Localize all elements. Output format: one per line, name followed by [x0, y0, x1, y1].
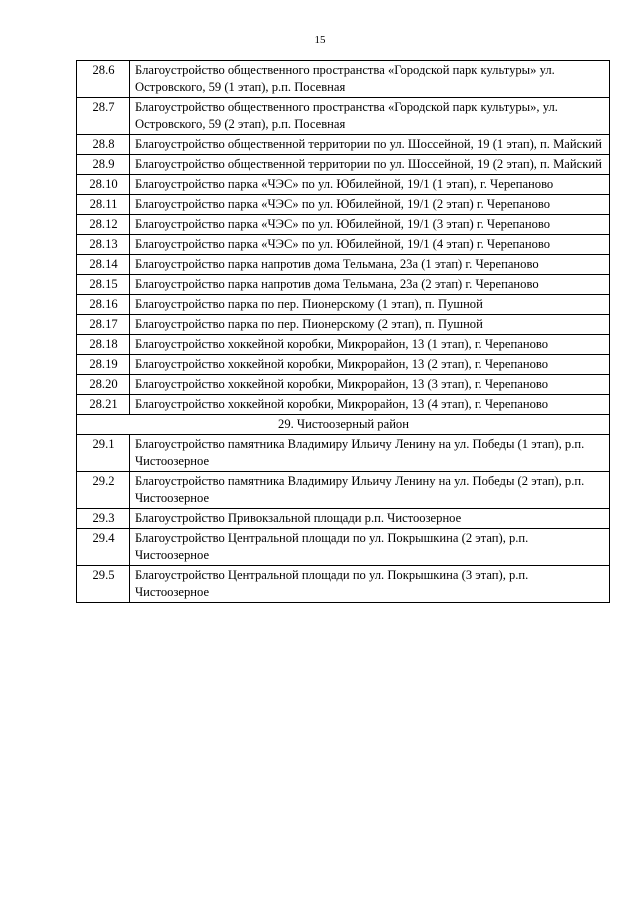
table-row	[77, 335, 610, 355]
row-description: Благоустройство Центральной площади по ул. Покрышкина (3 этап), р.п. Чистоозерное	[130, 566, 610, 603]
table-row	[77, 155, 610, 175]
row-number: 29.4	[77, 529, 130, 566]
row-description: Благоустройство общественного пространства «Городской парк культуры» ул. Островского, 59 (1 этап), р.п. Посевная	[130, 61, 610, 98]
table-row	[77, 295, 610, 315]
row-description: Благоустройство парка напротив дома Тельмана, 23а (1 этап) г. Черепаново	[130, 255, 610, 275]
table-row	[77, 98, 610, 135]
table-row	[77, 195, 610, 215]
row-description: Благоустройство парка «ЧЭС» по ул. Юбилейной, 19/1 (4 этап) г. Черепаново	[130, 235, 610, 255]
table-row	[77, 61, 610, 98]
row-description: Благоустройство парка «ЧЭС» по ул. Юбилейной, 19/1 (1 этап), г. Черепаново	[130, 175, 610, 195]
row-number: 28.9	[77, 155, 130, 175]
table-row	[77, 255, 610, 275]
row-number: 28.13	[77, 235, 130, 255]
row-number: 28.7	[77, 98, 130, 135]
table-row	[77, 435, 610, 472]
row-number: 28.6	[77, 61, 130, 98]
table-row	[77, 566, 610, 603]
row-description: Благоустройство парка «ЧЭС» по ул. Юбилейной, 19/1 (2 этап) г. Черепаново	[130, 195, 610, 215]
row-description: Благоустройство общественной территории по ул. Шоссейной, 19 (1 этап), п. Майский	[130, 135, 610, 155]
table-row	[77, 395, 610, 415]
section-row	[77, 415, 610, 435]
row-number: 28.14	[77, 255, 130, 275]
table-row	[77, 135, 610, 155]
table-row	[77, 529, 610, 566]
row-description: Благоустройство памятника Владимиру Ильичу Ленину на ул. Победы (1 этап), р.п. Чистоозерное	[130, 435, 610, 472]
row-number: 28.11	[77, 195, 130, 215]
row-number: 28.10	[77, 175, 130, 195]
row-number: 28.19	[77, 355, 130, 375]
row-number: 28.17	[77, 315, 130, 335]
table-row	[77, 215, 610, 235]
row-number: 28.21	[77, 395, 130, 415]
district-29-header	[77, 415, 610, 435]
row-number: 29.5	[77, 566, 130, 603]
table-row	[77, 355, 610, 375]
row-number: 28.12	[77, 215, 130, 235]
district-28-rows	[77, 61, 610, 415]
row-description: Благоустройство парка «ЧЭС» по ул. Юбилейной, 19/1 (3 этап) г. Черепаново	[130, 215, 610, 235]
projects-table	[76, 60, 610, 603]
row-description: Благоустройство парка по пер. Пионерскому (1 этап), п. Пушной	[130, 295, 610, 315]
row-description: Благоустройство памятника Владимиру Ильичу Ленину на ул. Победы (2 этап), р.п. Чистоозерное	[130, 472, 610, 509]
section-title: 29. Чистоозерный район	[77, 415, 610, 435]
table-row	[77, 375, 610, 395]
row-description: Благоустройство парка по пер. Пионерскому (2 этап), п. Пушной	[130, 315, 610, 335]
row-number: 28.15	[77, 275, 130, 295]
table-row	[77, 315, 610, 335]
page-number: 15	[314, 34, 326, 46]
table-row	[77, 509, 610, 529]
row-number: 28.16	[77, 295, 130, 315]
row-number: 29.1	[77, 435, 130, 472]
row-description: Благоустройство хоккейной коробки, Микрорайон, 13 (1 этап), г. Черепаново	[130, 335, 610, 355]
table-row	[77, 275, 610, 295]
row-number: 28.18	[77, 335, 130, 355]
table-row	[77, 472, 610, 509]
row-number: 28.20	[77, 375, 130, 395]
row-description: Благоустройство хоккейной коробки, Микрорайон, 13 (3 этап), г. Черепаново	[130, 375, 610, 395]
row-description: Благоустройство Центральной площади по ул. Покрышкина (2 этап), р.п. Чистоозерное	[130, 529, 610, 566]
row-number: 29.3	[77, 509, 130, 529]
table-row	[77, 235, 610, 255]
row-number: 28.8	[77, 135, 130, 155]
row-description: Благоустройство общественного пространства «Городской парк культуры», ул. Островского, 59 (2 этап), р.п. Посевная	[130, 98, 610, 135]
row-number: 29.2	[77, 472, 130, 509]
row-description: Благоустройство хоккейной коробки, Микрорайон, 13 (2 этап), г. Черепаново	[130, 355, 610, 375]
row-description: Благоустройство общественной территории по ул. Шоссейной, 19 (2 этап), п. Майский	[130, 155, 610, 175]
row-description: Благоустройство парка напротив дома Тельмана, 23а (2 этап) г. Черепаново	[130, 275, 610, 295]
table-row	[77, 175, 610, 195]
row-description: Благоустройство Привокзальной площади р.п. Чистоозерное	[130, 509, 610, 529]
district-29-rows	[77, 435, 610, 603]
row-description: Благоустройство хоккейной коробки, Микрорайон, 13 (4 этап), г. Черепаново	[130, 395, 610, 415]
